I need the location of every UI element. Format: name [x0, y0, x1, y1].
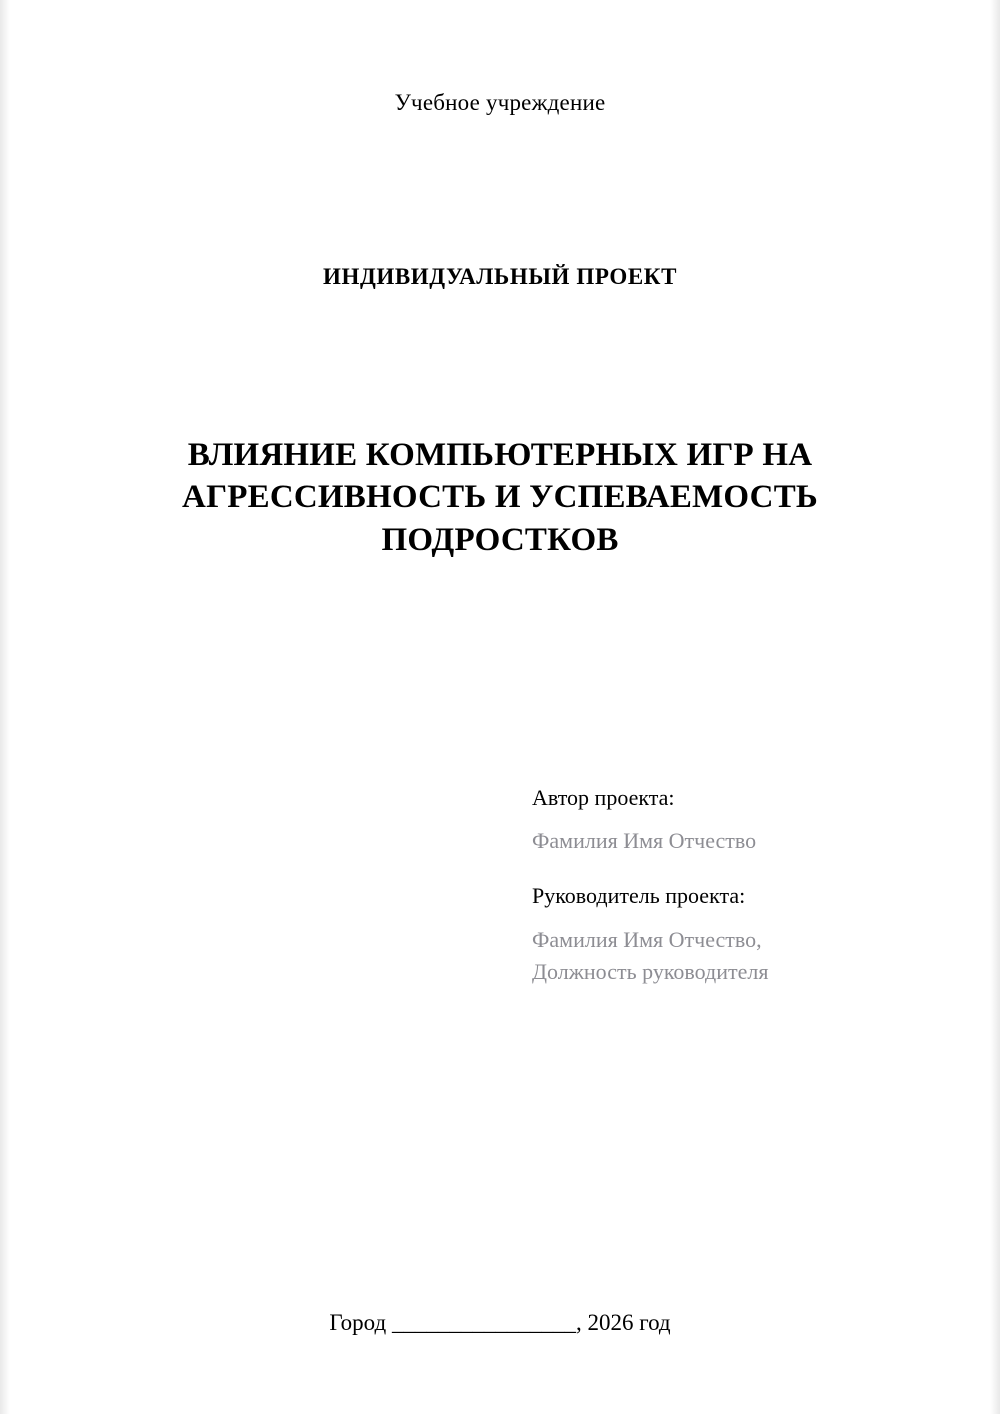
supervisor-value-line-2: Должность руководителя — [532, 958, 769, 984]
credits-block — [532, 785, 932, 1013]
author-label: Автор проекта: — [532, 785, 675, 810]
page-title: ВЛИЯНИЕ КОМПЬЮТЕРНЫХ ИГР НА АГРЕССИВНОСТЬ И УСПЕВАЕМОСТЬ ПОДРОСТКОВ — [182, 437, 818, 558]
page-footer — [0, 1310, 1000, 1336]
supervisor-value-line-1: Фамилия Имя Отчество, — [532, 926, 762, 952]
city-year-line: Город ________________, 2026 год — [329, 1310, 671, 1335]
author-block — [532, 785, 932, 857]
document-type-heading: ИНДИВИДУАЛЬНЫЙ ПРОЕКТ — [322, 264, 678, 289]
institution-name: Учебное учреждение — [394, 90, 606, 115]
supervisor-block — [532, 883, 932, 987]
supervisor-label: Руководитель проекта: — [532, 883, 746, 909]
author-value: Фамилия Имя Отчество — [532, 828, 757, 854]
